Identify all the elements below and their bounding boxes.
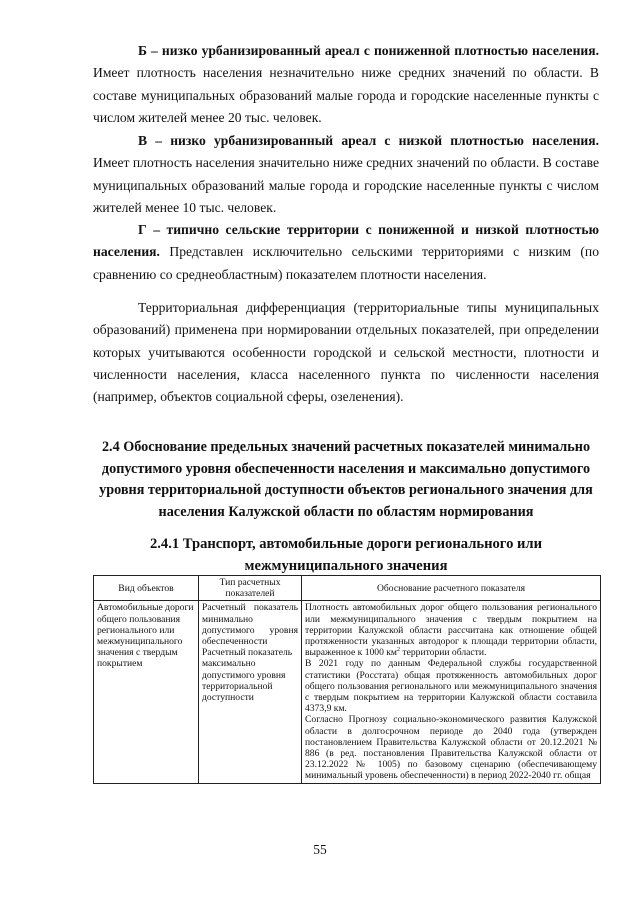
cell-object: Автомобильные дороги общего пользования регионального или межмуниципального значения с твердым покрытием bbox=[94, 601, 199, 783]
paragraph-type-b-text: Имеет плотность населения незначительно ниже средних значений по области. В составе муниципальных образований малые города и городские населенные пункты с числом жителей менее 20 тыс. человек. bbox=[93, 65, 599, 125]
justification-paragraph-1 bbox=[305, 602, 597, 658]
paragraph-type-b-title: Б – низко урбанизированный ареал с пониженной плотностью населения. bbox=[138, 43, 599, 58]
header-object-type: Вид объектов bbox=[94, 576, 199, 601]
page-number: 55 bbox=[313, 842, 327, 857]
paragraph-type-b bbox=[93, 40, 599, 129]
section-heading: 2.4 Обоснование предельных значений расчетных показателей минимально допустимого уровня обеспеченности населения и максимально допустимого уровня территориальной доступности объектов регионального значения для населения Калужской области по областям нормирования bbox=[99, 439, 593, 520]
justification-paragraph-3: Согласно Прогнозу социально-экономического развития Калужской области в долгосрочном периоде до 2040 года (утвержден постановлением Правительства Калужской области от 20.12.2021 № 886 (в ред. постановления Правительства Калужской области от 23.12.2022 № 1005) по базовому сценарию (обеспечивающему минимальный уровень обеспеченности) в период 2022-2040 гг. общая bbox=[305, 714, 597, 782]
cell-justification bbox=[302, 601, 601, 783]
subsection-heading: 2.4.1 Транспорт, автомобильные дороги регионального или межмуниципального значения bbox=[149, 536, 543, 574]
paragraph-type-v bbox=[93, 130, 599, 219]
table-row bbox=[94, 601, 601, 783]
norms-table bbox=[93, 575, 601, 784]
indicator-type-accessibility: Расчетный показатель максимально допустимого уровня территориальной доступности bbox=[202, 647, 293, 704]
indicator-type-provision: Расчетный показатель минимально допустимого уровня обеспеченности bbox=[202, 602, 298, 648]
header-justification: Обоснование расчетного показателя bbox=[302, 576, 601, 601]
cell-indicator-type bbox=[199, 601, 302, 783]
table-header-row bbox=[94, 576, 601, 601]
justification-1-end: территории области. bbox=[400, 647, 487, 659]
paragraph-differentiation: Территориальная дифференциация (территориальные типы муниципальных образований) применена при нормировании отдельных показателей, при определении которых учитываются особенности городской и сельской местности, плотности и численности населения, класса населенного пункта по численности населения (например, объектов социальной сферы, озеленения). bbox=[93, 300, 599, 405]
justification-1-sup: 2 bbox=[397, 647, 401, 654]
paragraph-type-v-text: Имеет плотность населения значительно ниже средних значений по области. В составе муниципальных образований малые города и городские населенные пункты с числом жителей менее 10 тыс. человек. bbox=[93, 155, 599, 215]
paragraph-type-v-title: В – низко урбанизированный ареал с низкой плотностью населения. bbox=[138, 133, 599, 148]
paragraph-type-g bbox=[93, 219, 599, 286]
justification-1-text: Плотность автомобильных дорог общего пользования регионального или межмуниципального значения с твердым покрытием на территории Калужской области рассчитана как отношение общей протяженности указанных автодорог к площади территории области, выраженное к 1000 км bbox=[305, 602, 597, 659]
header-indicator-type: Тип расчетных показателей bbox=[199, 576, 302, 601]
paragraph-type-g-title: Г – типично сельские территории с пониженной и низкой плотностью населения. bbox=[93, 222, 599, 260]
paragraph-type-g-text: Представлен исключительно сельскими территориями с низким (по сравнению со среднеобластным) показателем плотности населения. bbox=[93, 244, 599, 282]
justification-paragraph-2: В 2021 году по данным Федеральной службы государственной статистики (Росстата) общая протяженность автомобильных дорог общего пользования регионального или межмуниципального значения с твердым покрытием на территории Калужской области составила 4373,9 км. bbox=[305, 658, 597, 715]
